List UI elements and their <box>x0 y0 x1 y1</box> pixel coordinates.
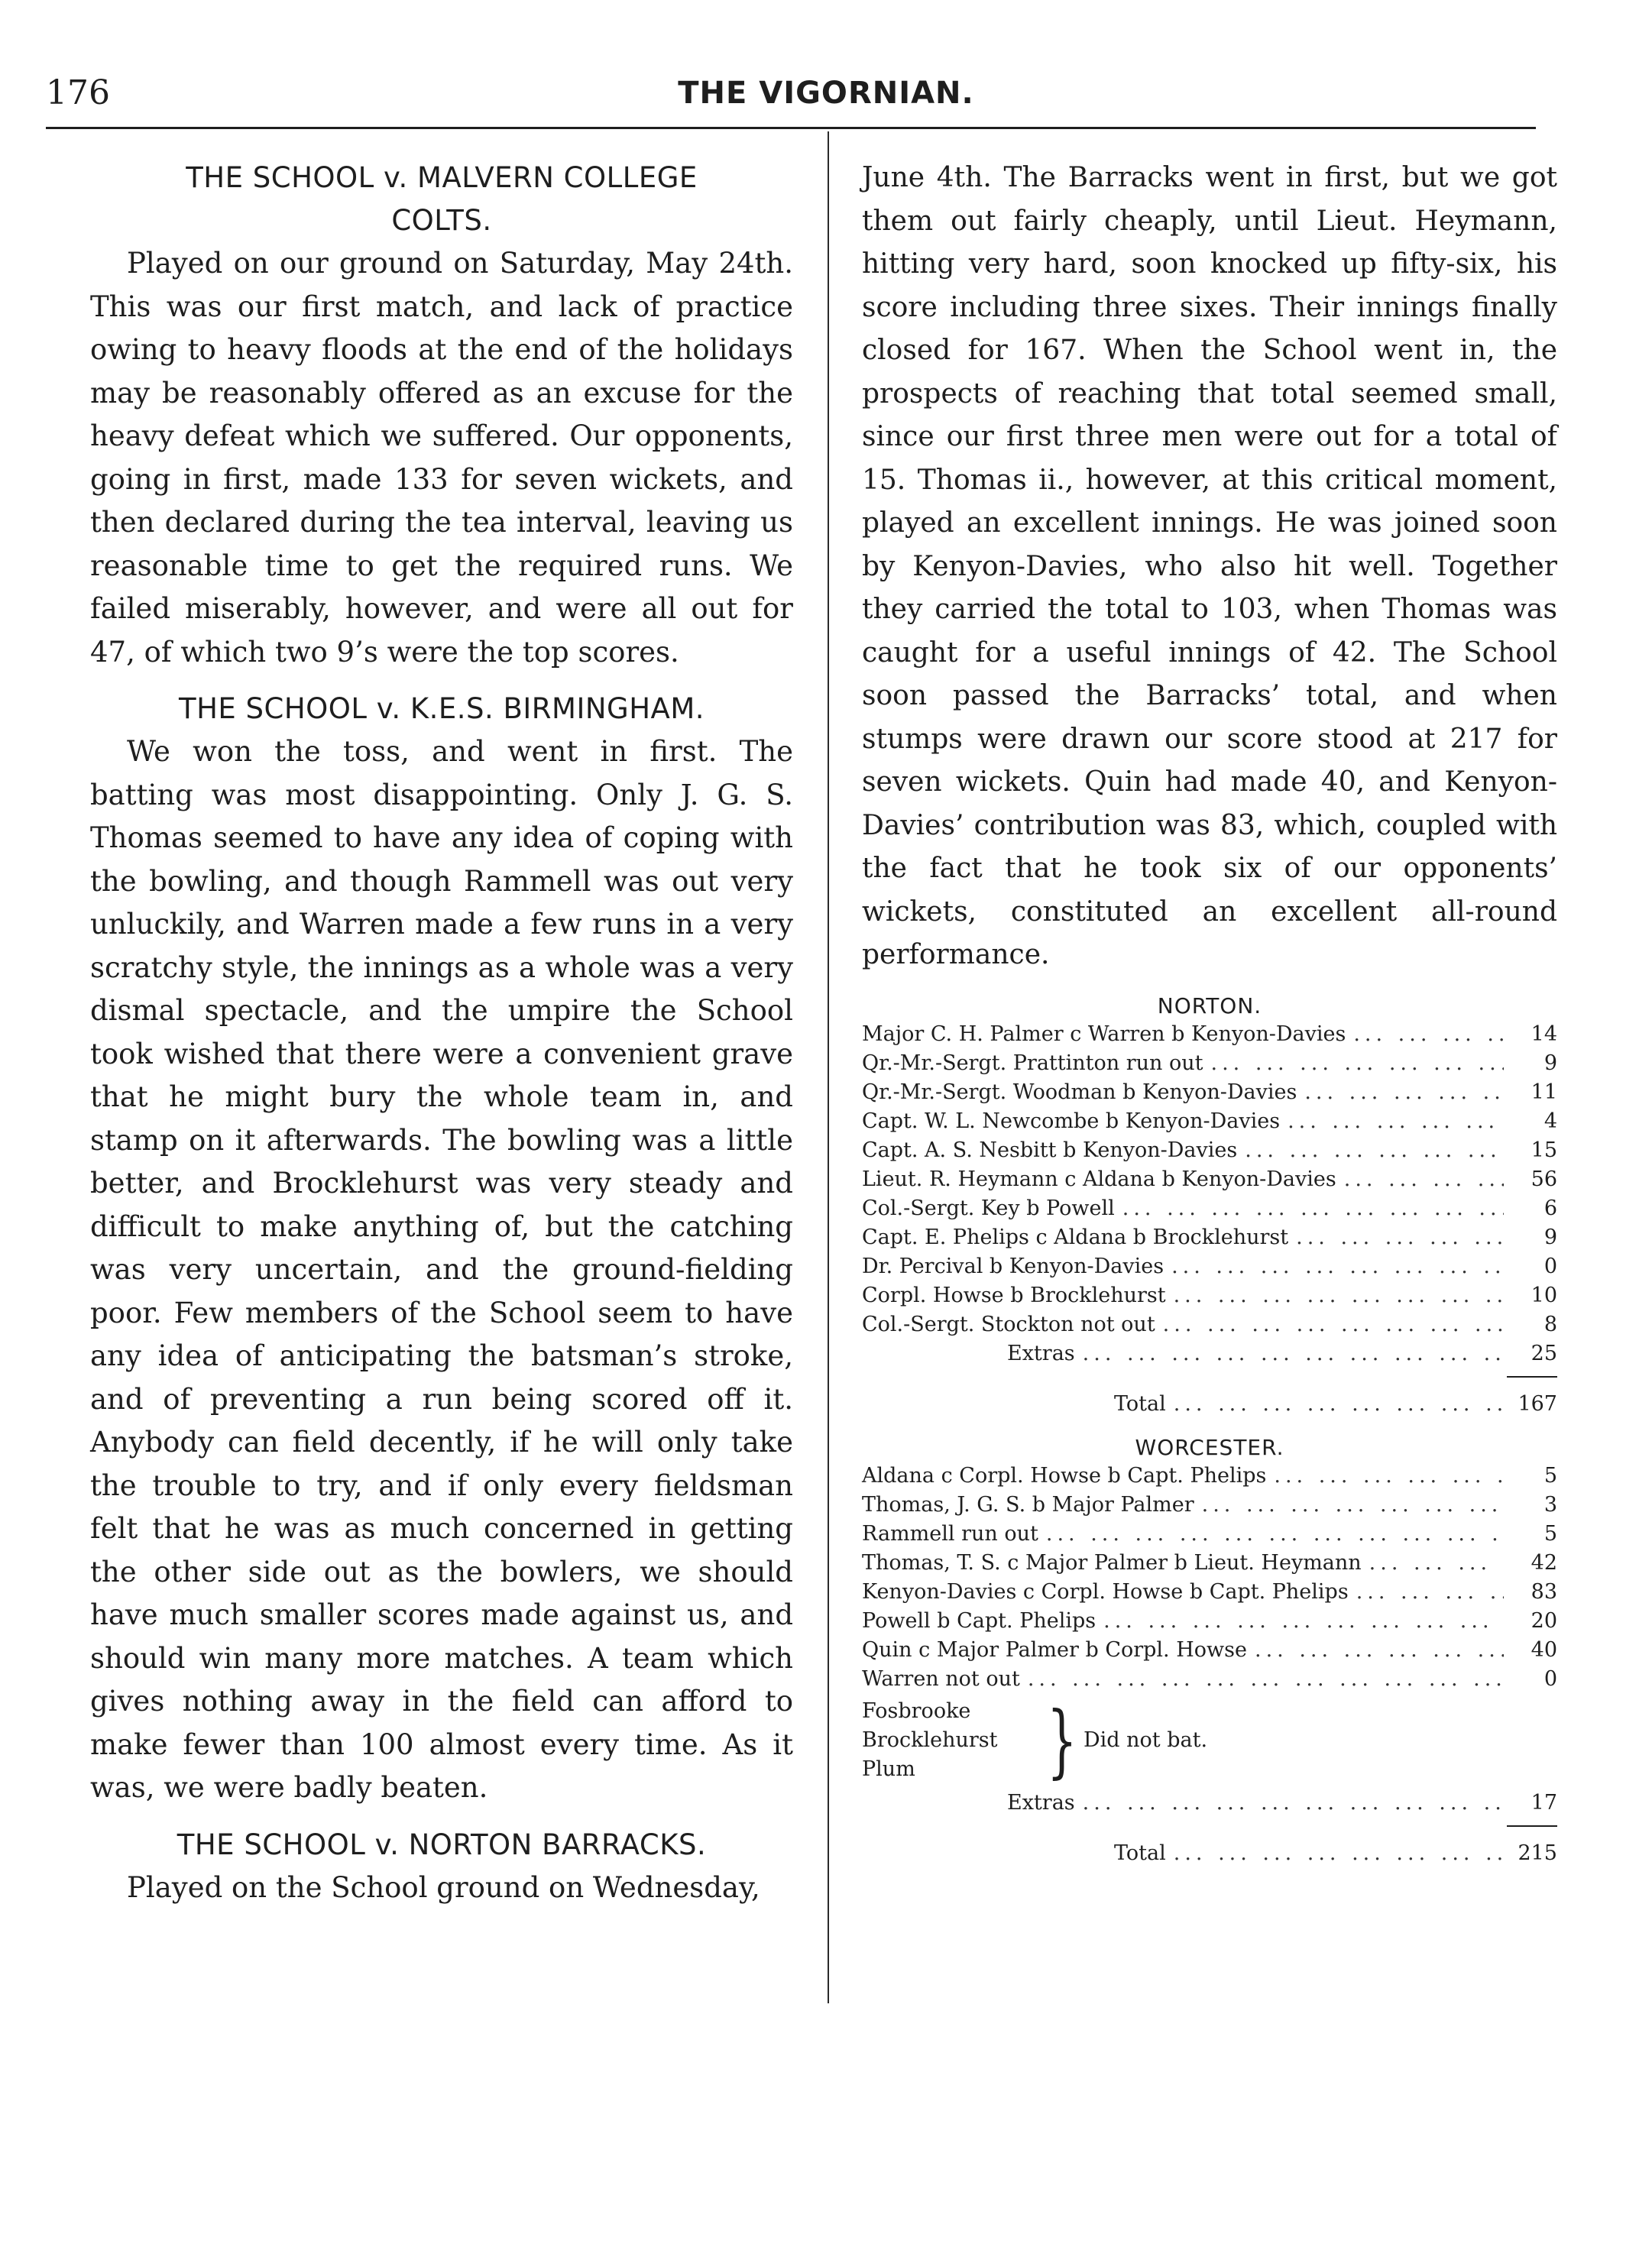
batsman: Thomas, T. S. c Major Palmer b Lieut. Heymann <box>862 1550 1362 1575</box>
batsman: Col.-Sergt. Stockton not out <box>862 1312 1155 1336</box>
leader-dots <box>1362 1549 1504 1578</box>
section-title-malvern-cont: COLTS. <box>391 204 492 237</box>
runs: 0 <box>1543 1666 1557 1691</box>
batsman: Capt. A. S. Nesbitt b Kenyon-Davies <box>862 1138 1238 1162</box>
leader-dots <box>1203 1049 1505 1078</box>
leader-dots <box>1115 1194 1504 1223</box>
leader-dots <box>1297 1078 1504 1107</box>
runs: 3 <box>1543 1492 1557 1517</box>
scorecard-row <box>862 1049 1557 1078</box>
leader-dots <box>1247 1636 1504 1665</box>
leader-dots <box>1336 1165 1504 1194</box>
batsman: Capt. W. L. Newcombe b Kenyon-Davies <box>862 1109 1281 1133</box>
runs: 9 <box>1543 1225 1557 1249</box>
page-number: 176 <box>46 73 110 112</box>
batsman: Qr.-Mr.-Sergt. Prattinton run out <box>862 1051 1203 1075</box>
runs: 14 <box>1531 1022 1557 1046</box>
leader-dots <box>1346 1020 1504 1049</box>
runs: 15 <box>1531 1138 1557 1162</box>
left-column <box>90 157 793 1909</box>
leader-dots <box>1166 1390 1504 1419</box>
paragraph-norton-cont: June 4th. The Barracks went in first, but we got them out fairly cheaply, until Lieut. Heymann, hitting very hard, soon knocked up fifty-six, his score including three sixes. Their innings finally closed for 167. When the School went in, the prospects of reaching that total seemed small, since our first three men were out for a total of 15. Thomas ii., however, at this critical moment, played an excellent innings. He was joined soon by Kenyon-Davies, who also hit well. Together they carried the total to 103, when Thomas was caught for a useful innings of 42. The School soon passed the Barracks’ total, and when stumps were drawn our score stood at 217 for seven wickets. Quin had made 40, and Kenyon-Davies’ contribution was 83, which, coupled with the fact that he took six of our opponents’ wickets, constituted an excellent all-round performance. <box>862 162 1557 970</box>
scorecard-row <box>862 1020 1557 1049</box>
running-title: THE VIGORNIAN. <box>678 76 974 111</box>
batsman: Powell b Capt. Phelips <box>862 1608 1096 1633</box>
paragraph-norton-start: Played on the School ground on Wednesday, <box>127 1870 760 1904</box>
scorecard-extras-row <box>862 1789 1557 1818</box>
scorecard-row <box>862 1223 1557 1252</box>
leader-dots <box>1349 1578 1504 1607</box>
batsman: Qr.-Mr.-Sergt. Woodman b Kenyon-Davies <box>862 1080 1297 1104</box>
scorecard-row <box>862 1607 1557 1636</box>
did-not-bat-group <box>862 1693 1557 1787</box>
column-rule <box>828 131 829 2003</box>
runs: 5 <box>1543 1521 1557 1546</box>
did-not-bat-name: Plum <box>862 1757 915 1781</box>
scorecard-row <box>862 1578 1557 1607</box>
batsman: Warren not out <box>862 1666 1020 1691</box>
scorecard-row <box>862 1636 1557 1665</box>
scorecard-row <box>862 1549 1557 1578</box>
runs: 0 <box>1543 1254 1557 1278</box>
leader-dots <box>1038 1520 1504 1549</box>
scorecard-row <box>862 1165 1557 1194</box>
batsman: Col.-Sergt. Key b Powell <box>862 1196 1115 1220</box>
scorecard-row <box>862 1310 1557 1339</box>
batsman: Capt. E. Phelips c Aldana b Brocklehurst <box>862 1225 1289 1249</box>
scorecard-row <box>862 1665 1557 1694</box>
runs: 83 <box>1531 1579 1557 1604</box>
scorecard-row <box>862 1107 1557 1136</box>
batsman: Quin c Major Palmer b Corpl. Howse <box>862 1637 1247 1662</box>
leader-dots <box>1155 1310 1504 1339</box>
leader-dots <box>1020 1665 1504 1694</box>
total-rule-wrap <box>862 1376 1557 1378</box>
runs: 10 <box>1531 1283 1557 1307</box>
scorecard-total-row <box>862 1390 1557 1419</box>
runs: 25 <box>1531 1341 1557 1365</box>
total-rule <box>1507 1376 1557 1378</box>
brace-glyph: } <box>1047 1693 1077 1787</box>
scorecard-row <box>862 1491 1557 1520</box>
scorecard-extras-row <box>862 1339 1557 1368</box>
scorecard-row <box>862 1194 1557 1223</box>
did-not-bat-note: Did not bat. <box>1084 1728 1208 1752</box>
leader-dots <box>1288 1223 1504 1252</box>
total-runs: 215 <box>1518 1841 1557 1865</box>
total-runs: 167 <box>1518 1391 1557 1416</box>
header-rule <box>46 127 1536 129</box>
section-title-norton: THE SCHOOL v. NORTON BARRACKS. <box>177 1828 707 1861</box>
total-rule-wrap <box>862 1825 1557 1827</box>
paragraph-malvern: Played on our ground on Saturday, May 24th. This was our first match, and lack of practice owing to heavy floods at the end of the holidays may be reasonably offered as an excuse for the heavy defeat which we suffered. Our opponents, going in first, made 133 for seven wickets, and then declared during the tea interval, leaving us reasonable time to get the required runs. We failed miserably, however, and were all out for 47, of which two 9’s were the top scores. <box>90 247 793 669</box>
leader-dots <box>1166 1281 1504 1310</box>
batsman: Major C. H. Palmer c Warren b Kenyon-Davies <box>862 1022 1346 1046</box>
leader-dots <box>1194 1491 1504 1520</box>
batsman: Dr. Percival b Kenyon-Davies <box>862 1254 1164 1278</box>
right-column <box>862 157 1557 1868</box>
runs: 5 <box>1543 1463 1557 1488</box>
batsman: Rammell run out <box>862 1521 1038 1546</box>
leader-dots <box>1266 1462 1504 1491</box>
section-title-malvern: THE SCHOOL v. MALVERN COLLEGE <box>186 161 698 194</box>
scorecard-row <box>862 1462 1557 1491</box>
runs: 56 <box>1531 1167 1557 1191</box>
leader-dots <box>1237 1136 1504 1165</box>
section-title-kes: THE SCHOOL v. K.E.S. BIRMINGHAM. <box>178 692 705 725</box>
batsman: Aldana c Corpl. Howse b Capt. Phelips <box>862 1463 1267 1488</box>
total-label: Total <box>1114 1391 1166 1416</box>
leader-dots <box>1075 1789 1504 1818</box>
runs: 8 <box>1543 1312 1557 1336</box>
runs: 40 <box>1531 1637 1557 1662</box>
leader-dots <box>1096 1607 1504 1636</box>
total-label: Total <box>1114 1841 1166 1865</box>
scorecard-row <box>862 1520 1557 1549</box>
runs: 9 <box>1543 1051 1557 1075</box>
runs: 6 <box>1543 1196 1557 1220</box>
runs: 4 <box>1543 1109 1557 1133</box>
leader-dots <box>1166 1839 1504 1868</box>
batsman: Corpl. Howse b Brocklehurst <box>862 1283 1166 1307</box>
leader-dots <box>1280 1107 1504 1136</box>
leader-dots <box>1164 1252 1504 1281</box>
total-rule <box>1507 1825 1557 1827</box>
scorecard-norton <box>862 1020 1557 1419</box>
extras-label: Extras <box>1007 1341 1075 1365</box>
scorecard-row <box>862 1252 1557 1281</box>
scorecard-heading-worcester: WORCESTER. <box>1135 1434 1284 1460</box>
scorecard-total-row <box>862 1839 1557 1868</box>
runs: 11 <box>1531 1080 1557 1104</box>
scorecard-worcester <box>862 1462 1557 1868</box>
did-not-bat-name: Fosbrooke <box>862 1698 971 1723</box>
batsman: Thomas, J. G. S. b Major Palmer <box>862 1492 1194 1517</box>
runs: 20 <box>1531 1608 1557 1633</box>
runs: 17 <box>1531 1790 1557 1815</box>
scorecard-row <box>862 1136 1557 1165</box>
scorecard-heading-norton: NORTON. <box>1157 992 1262 1018</box>
scorecard-row <box>862 1281 1557 1310</box>
batsman: Kenyon-Davies c Corpl. Howse b Capt. Phelips <box>862 1579 1349 1604</box>
leader-dots <box>1075 1339 1504 1368</box>
runs: 42 <box>1531 1550 1557 1575</box>
batsman: Lieut. R. Heymann c Aldana b Kenyon-Davies <box>862 1167 1336 1191</box>
extras-label: Extras <box>1007 1790 1075 1815</box>
scorecard-row <box>862 1078 1557 1107</box>
did-not-bat-name: Brocklehurst <box>862 1728 998 1752</box>
did-not-bat-names <box>862 1697 1038 1784</box>
paragraph-kes: We won the toss, and went in first. The batting was most disappointing. Only J. G. S. Thomas seemed to have any idea of coping with the bowling, and though Rammell was out very unluckily, and Warren made a few runs in a very scratchy style, the innings as a whole was a very dismal spectacle, and the umpire the School took wished that there were a convenient grave that he might bury the whole team in, and stamp on it afterwards. The bowling was a little better, and Brocklehurst was very steady and difficult to make anything of, but the catching was very uncertain, and the ground-fielding poor. Few members of the School seem to have any idea of anticipating the batsman’s stroke, and of preventing a run being scored off it. Anybody can field decently, if he will only take the trouble to try, and if only every fieldsman felt that he was as much concerned in getting the other side out as the bowlers, we should have much smaller scores made against us, and should win many more matches. A team which gives nothing away in the field can afford to make fewer than 100 almost every time. As it was, we were badly beaten. <box>90 735 793 1804</box>
